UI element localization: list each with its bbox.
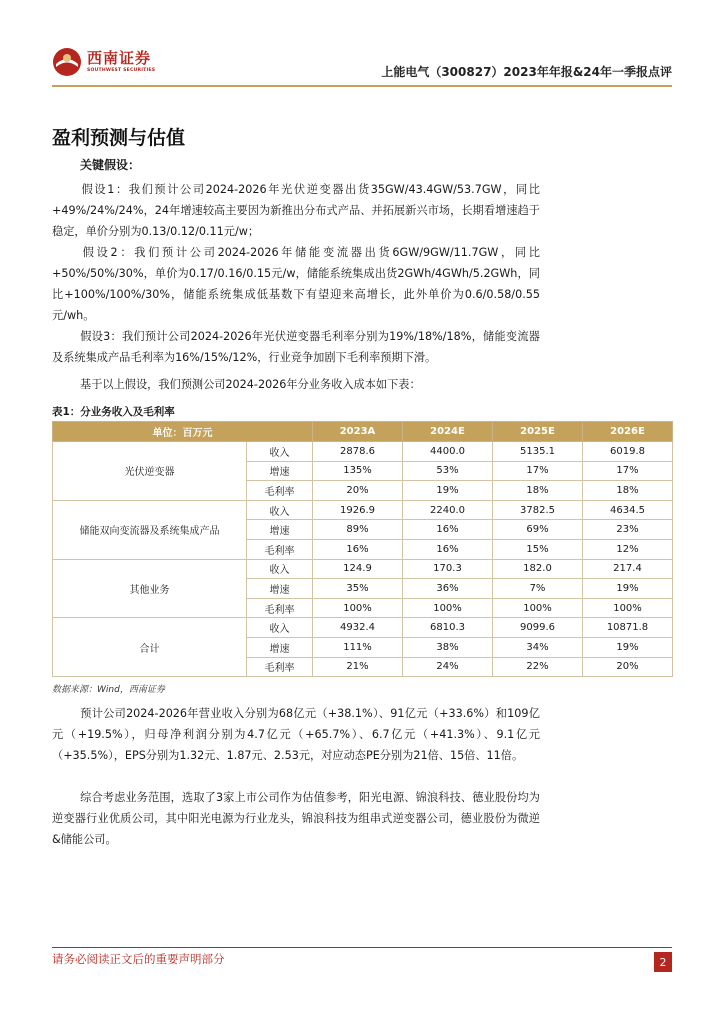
- table-cell: 35%: [313, 579, 403, 599]
- table-header-row: [53, 422, 673, 442]
- table-row: [53, 559, 673, 579]
- table-cell: 23%: [583, 520, 673, 540]
- table-cell: 182.0: [493, 559, 583, 579]
- unit-label: 单位：百万元: [53, 422, 313, 442]
- segment-name: 光伏逆变器: [53, 442, 247, 501]
- table-cell: 4634.5: [583, 500, 673, 520]
- footer-divider: [52, 947, 672, 948]
- metric-label: 毛利率: [247, 539, 313, 559]
- table-row: [53, 442, 673, 462]
- table-cell: 38%: [403, 637, 493, 657]
- year-header: 2023A: [313, 422, 403, 442]
- table-cell: 12%: [583, 539, 673, 559]
- table-cell: 6019.8: [583, 442, 673, 462]
- table-cell: 22%: [493, 657, 583, 677]
- table-cell: 20%: [583, 657, 673, 677]
- segment-name: 合计: [53, 618, 247, 677]
- table-cell: 135%: [313, 461, 403, 481]
- table-cell: 16%: [403, 520, 493, 540]
- logo-name-en: SOUTHWEST SECURITIES: [87, 68, 156, 73]
- table-cell: 111%: [313, 637, 403, 657]
- metric-label: 增速: [247, 461, 313, 481]
- table-cell: 100%: [313, 598, 403, 618]
- table-cell: 217.4: [583, 559, 673, 579]
- page-header: [52, 38, 672, 88]
- metric-label: 毛利率: [247, 657, 313, 677]
- assumption-3: 假设3：我们预计公司2024-2026年光伏逆变器毛利率分别为19%/18%/18%，储能变流器及系统集成产品毛利率为16%/15%/12%，行业竞争加剧下毛利率预期下滑。: [52, 330, 540, 364]
- table-cell: 100%: [583, 598, 673, 618]
- section-title: 盈利预测与估值: [52, 127, 186, 149]
- table-cell: 7%: [493, 579, 583, 599]
- table-cell: 2240.0: [403, 500, 493, 520]
- table-intro: 基于以上假设，我们预测公司2024-2026年分业务收入成本如下表：: [80, 378, 421, 391]
- table-cell: 21%: [313, 657, 403, 677]
- table-cell: 17%: [493, 461, 583, 481]
- table-source: 数据来源：Wind，西南证券: [52, 685, 165, 695]
- table-cell: 18%: [493, 481, 583, 501]
- table-cell: 89%: [313, 520, 403, 540]
- disclaimer-note: 请务必阅读正文后的重要声明部分: [52, 952, 225, 966]
- table-cell: 10871.8: [583, 618, 673, 638]
- table-cell: 100%: [403, 598, 493, 618]
- forecast-paragraph: 预计公司2024-2026年营业收入分别为68亿元（+38.1%）、91亿元（+33.6%）和109亿元（+19.5%），归母净利润分别为4.7亿元（+65.7%）、6.7亿元（+41.3%）、9.1亿元（+35.5%），EPS分别为1.32元、1.87元、2.53元，对应动态PE分别为21倍、15倍、11倍。: [52, 707, 540, 762]
- revenue-margin-table: [52, 421, 673, 677]
- segment-name: 储能双向变流器及系统集成产品: [53, 500, 247, 559]
- table-cell: 53%: [403, 461, 493, 481]
- table-cell: 16%: [313, 539, 403, 559]
- table-cell: 19%: [583, 579, 673, 599]
- table-cell: 69%: [493, 520, 583, 540]
- key-assumptions-label: 关键假设：: [80, 158, 141, 172]
- table-cell: 18%: [583, 481, 673, 501]
- metric-label: 增速: [247, 520, 313, 540]
- table-cell: 9099.6: [493, 618, 583, 638]
- table-cell: 5135.1: [493, 442, 583, 462]
- table-caption: 表1：分业务收入及毛利率: [52, 406, 175, 418]
- table-row: [53, 618, 673, 638]
- table-cell: 20%: [313, 481, 403, 501]
- valuation-paragraph: 综合考虑业务范围，选取了3家上市公司作为估值参考，阳光电源、锦浪科技、德业股份均为逆变器行业优质公司，其中阳光电源为行业龙头，锦浪科技为组串式逆变器公司，德业股份为微逆&储能公司。: [52, 791, 540, 846]
- logo-icon: [52, 47, 82, 77]
- metric-label: 毛利率: [247, 481, 313, 501]
- table-cell: 34%: [493, 637, 583, 657]
- year-header: 2025E: [493, 422, 583, 442]
- assumption-2: 假设2：我们预计公司2024-2026年储能变流器出货6GW/9GW/11.7GW，同比+50%/50%/30%，单价为0.17/0.16/0.15元/w，储能系统集成出货2GWh/4GWh/5.2GWh，同比+100%/100%/30%，储能系统集成低基数下有望迎来高增长，此外单价为0.6/0.58/0.55元/wh。: [52, 246, 540, 322]
- metric-label: 毛利率: [247, 598, 313, 618]
- report-title: 上能电气（300827）2023年年报&24年一季报点评: [381, 65, 672, 79]
- table-cell: 15%: [493, 539, 583, 559]
- table-cell: 19%: [583, 637, 673, 657]
- year-header: 2024E: [403, 422, 493, 442]
- company-logo: [52, 44, 155, 80]
- table-cell: 19%: [403, 481, 493, 501]
- metric-label: 收入: [247, 442, 313, 462]
- year-header: 2026E: [583, 422, 673, 442]
- table-cell: 16%: [403, 539, 493, 559]
- table-cell: 100%: [493, 598, 583, 618]
- metric-label: 增速: [247, 579, 313, 599]
- table-cell: 3782.5: [493, 500, 583, 520]
- table-row: [53, 500, 673, 520]
- table-cell: 24%: [403, 657, 493, 677]
- table-cell: 4400.0: [403, 442, 493, 462]
- metric-label: 增速: [247, 637, 313, 657]
- assumption-1: 假设1：我们预计公司2024-2026年光伏逆变器出货35GW/43.4GW/53.7GW，同比+49%/24%/24%，24年增速较高主要因为新推出分布式产品、并拓展新兴市场，长期看增速趋于稳定，单价分别为0.13/0.12/0.11元/w；: [52, 183, 540, 238]
- table-cell: 2878.6: [313, 442, 403, 462]
- segment-name: 其他业务: [53, 559, 247, 618]
- metric-label: 收入: [247, 500, 313, 520]
- table-cell: 4932.4: [313, 618, 403, 638]
- table-cell: 17%: [583, 461, 673, 481]
- table-cell: 124.9: [313, 559, 403, 579]
- table-cell: 1926.9: [313, 500, 403, 520]
- metric-label: 收入: [247, 559, 313, 579]
- header-divider: [52, 85, 672, 87]
- logo-name-cn: 西南证券: [87, 49, 152, 67]
- page-number: 2: [654, 952, 672, 972]
- table-cell: 170.3: [403, 559, 493, 579]
- table-cell: 6810.3: [403, 618, 493, 638]
- metric-label: 收入: [247, 618, 313, 638]
- table-cell: 36%: [403, 579, 493, 599]
